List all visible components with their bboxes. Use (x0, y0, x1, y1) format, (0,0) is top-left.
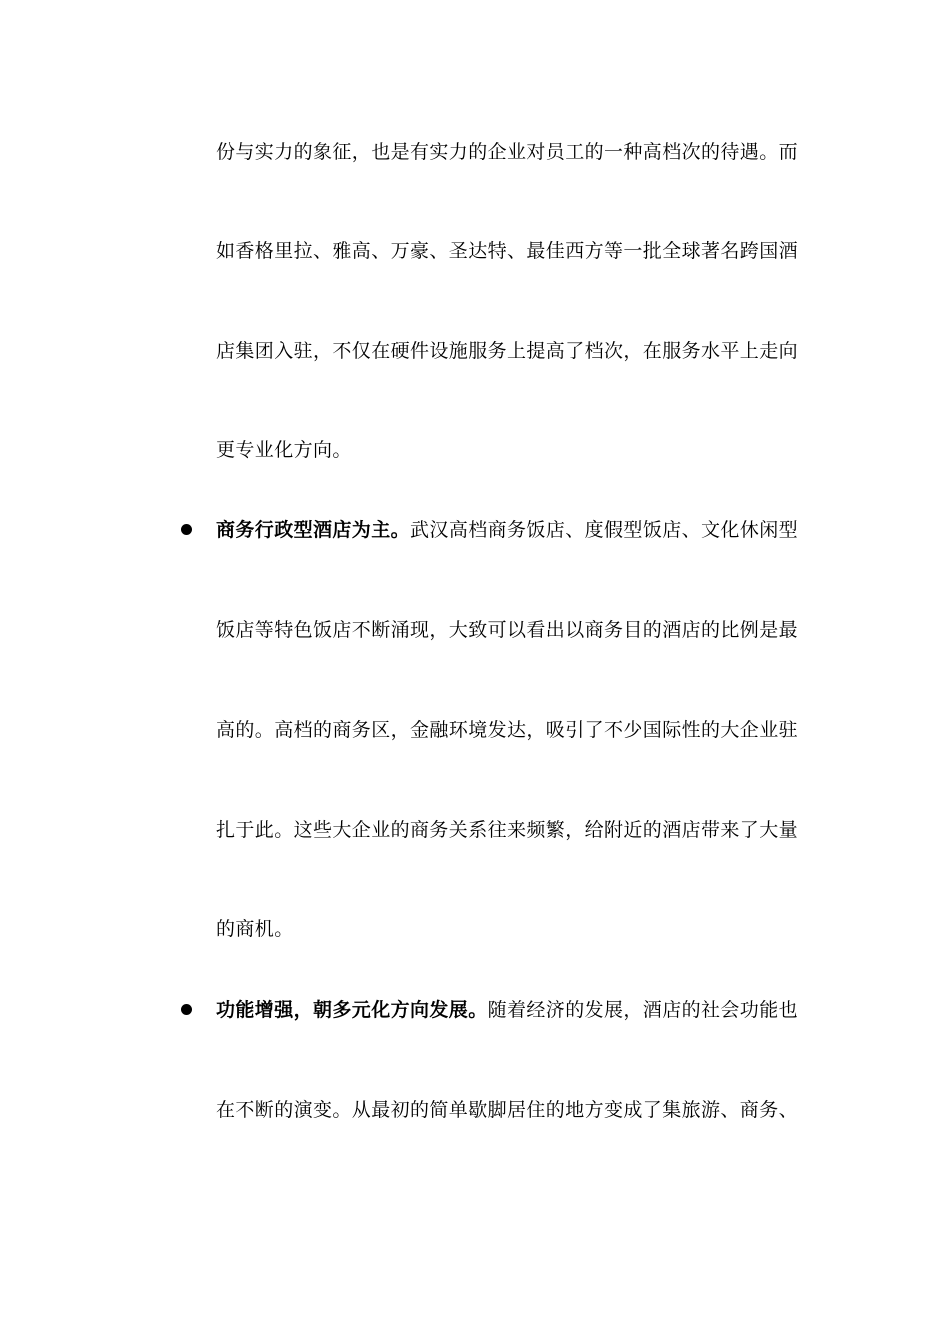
bullet-line: 饭店等特色饭店不断涌现，大致可以看出以商务目的酒店的比例是最 (216, 619, 799, 641)
bullet-line: 在不断的演变。从最初的简单歇脚居住的地方变成了集旅游、商务、 (216, 1099, 799, 1121)
bullet-line: 的商机。 (216, 918, 294, 940)
bullet-item-first-line (216, 518, 816, 542)
bullet-heading: 功能增强，朝多元化方向发展。 (216, 999, 488, 1021)
bullet-line: 扎于此。这些大企业的商务关系往来频繁，给附近的酒店带来了大量 (216, 819, 799, 841)
bullet-text: 武汉高档商务饭店、度假型饭店、文化休闲型 (410, 519, 799, 541)
paragraph-line: 份与实力的象征，也是有实力的企业对员工的一种高档次的待遇。而 (216, 141, 799, 163)
paragraph-line: 店集团入驻，不仅在硬件设施服务上提高了档次，在服务水平上走向 (216, 340, 799, 362)
bullet-heading: 商务行政型酒店为主。 (216, 519, 411, 541)
bullet-item-first-line (216, 998, 816, 1022)
bullet-dot (181, 1004, 192, 1015)
paragraph-line: 更专业化方向。 (216, 439, 352, 461)
bullet-dot (181, 524, 192, 535)
paragraph-line: 如香格里拉、雅高、万豪、圣达特、最佳西方等一批全球著名跨国酒 (216, 240, 799, 262)
bullet-text: 随着经济的发展，酒店的社会功能也 (487, 999, 799, 1021)
bullet-line: 高的。高档的商务区，金融环境发达，吸引了不少国际性的大企业驻 (216, 719, 799, 741)
